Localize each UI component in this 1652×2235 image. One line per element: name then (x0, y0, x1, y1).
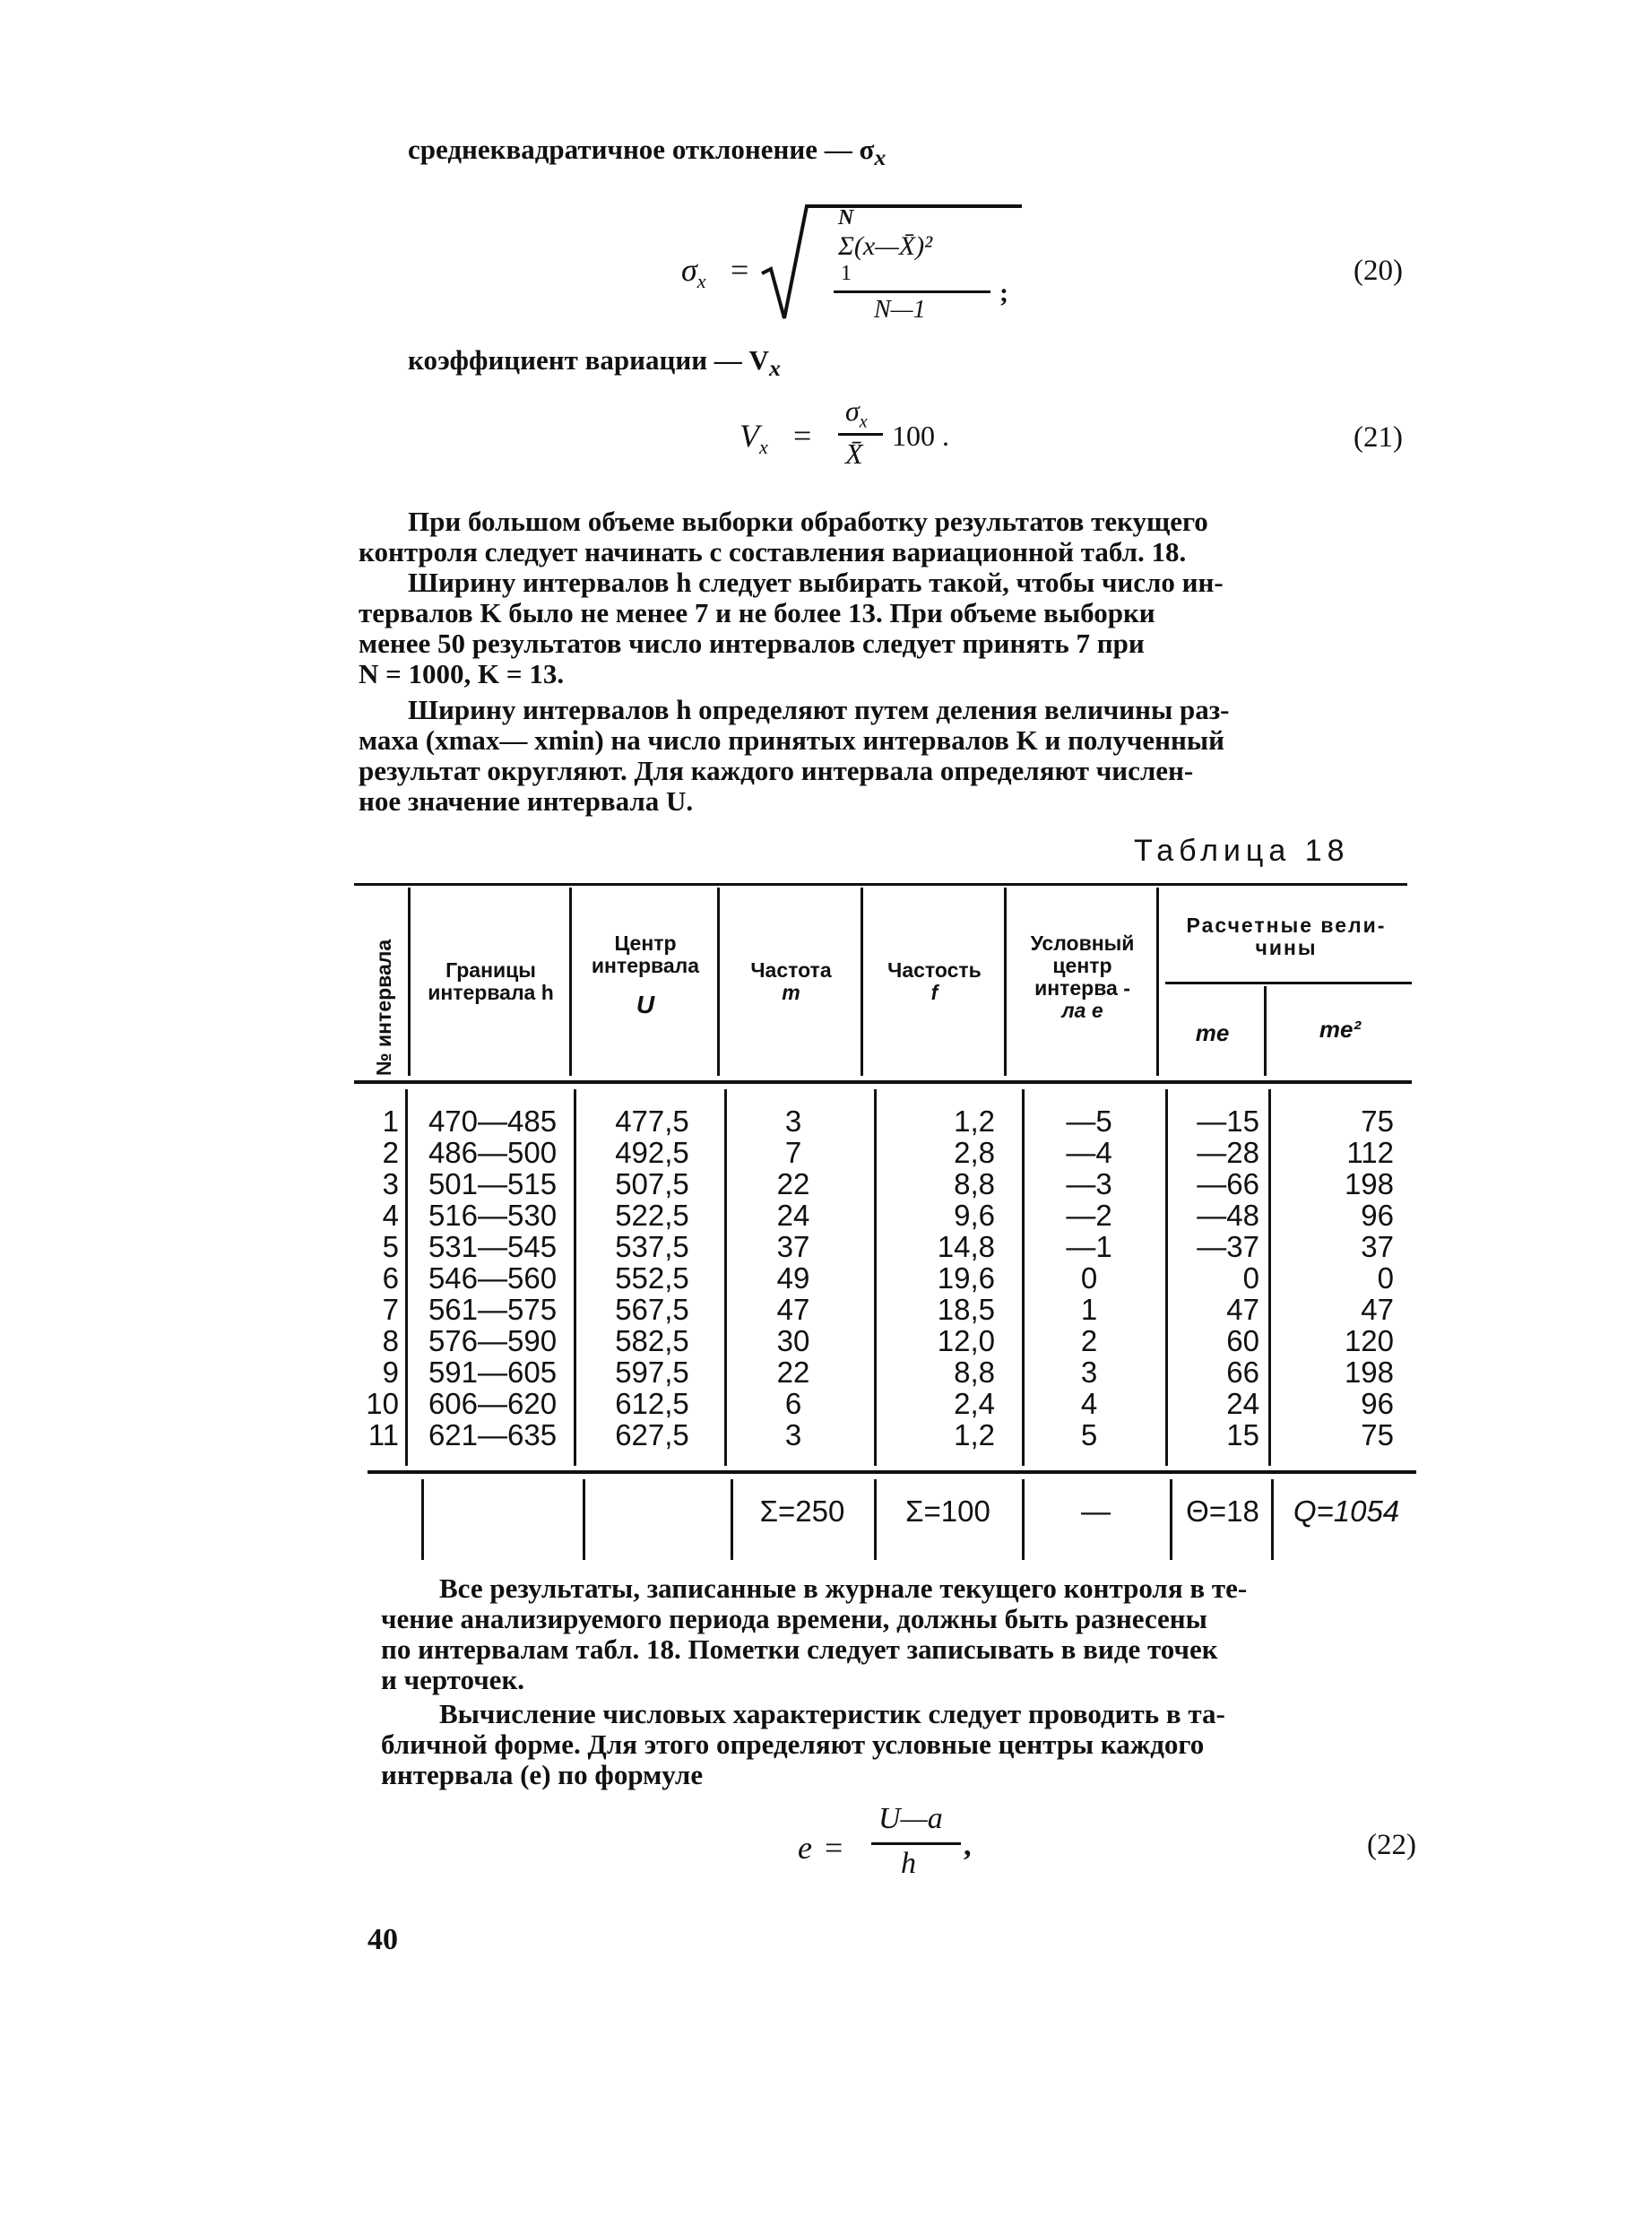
cell-freq: 22 (776, 1356, 810, 1389)
eq22-fraction-bar (871, 1842, 961, 1845)
p1-line: тервалов K было не менее 7 и не более 13. При объеме выборки (359, 597, 1155, 628)
cell-freq: 6 (784, 1387, 802, 1420)
header-me: me (1195, 1019, 1230, 1046)
column-me (1170, 1105, 1259, 1451)
p3-line: Все результаты, записанные в журнале текущего контроля в те- (439, 1572, 1248, 1604)
cell-me2: 120 (1344, 1324, 1394, 1357)
cell-me2: 75 (1361, 1105, 1394, 1138)
column-me2 (1277, 1105, 1394, 1451)
cell-num: 10 (366, 1387, 399, 1420)
p2-line: маха (xmax— xmin) на число принятых интервалов K и полученный (359, 724, 1224, 756)
p2-line: результат округляют. Для каждого интервала определяют числен- (359, 755, 1194, 786)
column-freq (731, 1105, 856, 1451)
cell-bounds: 516—530 (428, 1199, 558, 1232)
col-divider (1271, 1479, 1274, 1560)
column-bounds (414, 1105, 571, 1451)
header-cond (1008, 932, 1156, 1022)
cell-freq: 30 (776, 1324, 810, 1357)
column-rel (883, 1105, 995, 1451)
cell-freq: 3 (784, 1418, 802, 1451)
eq20-semicolon: ; (999, 278, 1008, 308)
cell-me: 15 (1226, 1418, 1259, 1451)
eq21-denominator: X̄ (845, 437, 863, 470)
cell-rel: 1,2 (954, 1105, 995, 1138)
cell-cond: 4 (1080, 1387, 1098, 1420)
header-freq-line: m (782, 981, 800, 1004)
header-cond-line: центр (1052, 954, 1112, 977)
cell-num: 4 (382, 1199, 399, 1232)
header-rel-line: Частость (887, 958, 982, 982)
cell-cond: —2 (1066, 1199, 1112, 1232)
cell-num: 1 (382, 1105, 399, 1138)
col-divider (569, 888, 572, 1076)
col-divider (731, 1479, 733, 1560)
col-divider (874, 1089, 877, 1466)
eq21-numerator: σ (845, 394, 860, 427)
variation-text: коэффициент вариации — V (408, 344, 769, 376)
cell-me2: 75 (1361, 1418, 1394, 1451)
header-rel (865, 959, 1004, 1004)
cell-me2: 96 (1361, 1387, 1394, 1420)
cell-rel: 9,6 (954, 1199, 995, 1232)
cell-me2: 0 (1377, 1261, 1394, 1295)
col-divider (574, 1089, 576, 1466)
header-center (574, 932, 717, 1016)
p1-line: контроля следует начинать с составления вариационной табл. 18. (359, 536, 1187, 567)
eq20-lhs-sub: x (696, 270, 706, 293)
cell-center: 507,5 (615, 1167, 689, 1200)
cell-center: 477,5 (615, 1105, 689, 1138)
header-bounds-line: интервала h (428, 981, 554, 1004)
cell-rel: 19,6 (937, 1261, 995, 1295)
cell-me: —15 (1197, 1105, 1259, 1138)
cell-cond: —3 (1066, 1167, 1112, 1200)
cell-num: 8 (382, 1324, 399, 1357)
eq21-number: (21) (1354, 421, 1403, 454)
col-divider (1004, 888, 1007, 1076)
col-divider (1022, 1089, 1025, 1466)
cell-me2: 96 (1361, 1199, 1394, 1232)
cell-num: 6 (382, 1261, 399, 1295)
cell-num: 2 (382, 1136, 399, 1169)
cell-me: 66 (1226, 1356, 1259, 1389)
cell-bounds: 501—515 (428, 1167, 558, 1200)
eq22-numerator: U—a (878, 1802, 943, 1835)
cell-freq: 47 (776, 1293, 810, 1326)
p1-line: При большом объеме выборки обработку результатов текущего (408, 506, 1208, 537)
eq22-comma: , (964, 1829, 972, 1862)
cell-bounds: 531—545 (428, 1230, 558, 1263)
header-bounds-line: Границы (445, 958, 536, 982)
header-center-line: U (636, 991, 655, 1018)
cell-rel: 1,2 (954, 1418, 995, 1451)
header-rel-line: f (930, 981, 938, 1004)
col-divider (1165, 1089, 1168, 1466)
column-num (354, 1105, 399, 1451)
eq22-equals: = (825, 1830, 843, 1866)
header-cond-line: интерва - (1034, 976, 1130, 1000)
header-freq-line: Частота (750, 958, 832, 982)
header-num: № интервала (372, 939, 395, 1076)
cell-bounds: 606—620 (428, 1387, 558, 1420)
cell-cond: —4 (1066, 1136, 1112, 1169)
col-divider (724, 1089, 727, 1466)
cell-num: 11 (368, 1418, 399, 1451)
header-calc-line: Расчетные вели- (1186, 914, 1387, 937)
cell-freq: 37 (776, 1230, 810, 1263)
cell-me: —28 (1197, 1136, 1259, 1169)
p1-line: N = 1000, K = 13. (359, 658, 565, 689)
col-divider (583, 1479, 585, 1560)
page-number: 40 (368, 1923, 398, 1956)
cell-bounds: 576—590 (428, 1324, 558, 1357)
col-divider (861, 888, 863, 1076)
table-totals-rule (368, 1470, 1416, 1474)
header-center-line: Центр (614, 931, 677, 955)
cell-num: 9 (382, 1356, 399, 1389)
cell-num: 5 (382, 1230, 399, 1263)
p4-line: бличной форме. Для этого определяют условные центры каждого (381, 1728, 1205, 1760)
cell-center: 492,5 (615, 1136, 689, 1169)
header-freq (722, 959, 861, 1004)
cell-num: 3 (382, 1167, 399, 1200)
total-freq: Σ=250 (759, 1494, 845, 1528)
cell-me2: 47 (1361, 1293, 1394, 1326)
header-me2: me² (1319, 1016, 1362, 1043)
col-divider (408, 888, 411, 1076)
cell-me: 0 (1242, 1261, 1259, 1295)
cell-me: 60 (1226, 1324, 1259, 1357)
cell-center: 597,5 (615, 1356, 689, 1389)
eq20-equals: = (731, 252, 749, 288)
cell-cond: 1 (1080, 1293, 1098, 1326)
intro-text: среднеквадратичное отклонение — σ (408, 134, 875, 165)
eq22-denominator: h (901, 1847, 916, 1880)
p3-line: чение анализируемого периода времени, должны быть разнесены (381, 1603, 1207, 1634)
cell-me: 47 (1226, 1293, 1259, 1326)
col-divider (1268, 1089, 1271, 1466)
p3-line: по интервалам табл. 18. Пометки следует записывать в виде точек (381, 1633, 1218, 1665)
cell-me: 24 (1226, 1387, 1259, 1420)
total-rel: Σ=100 (905, 1494, 990, 1528)
table-header-rule (354, 1080, 1412, 1084)
paragraph-4 (381, 1699, 1430, 1790)
eq22-lhs: e (798, 1830, 812, 1866)
col-divider (421, 1479, 424, 1560)
col-divider (1170, 1479, 1172, 1560)
table-title: Таблица 18 (1134, 834, 1350, 868)
cell-center: 612,5 (615, 1387, 689, 1420)
eq20-denominator: N—1 (874, 296, 926, 324)
cell-num: 7 (382, 1293, 399, 1326)
intro-sub: x (874, 144, 887, 171)
cell-rel: 14,8 (937, 1230, 995, 1263)
cell-bounds: 486—500 (428, 1136, 558, 1169)
header-cond-line: ла e (1061, 999, 1103, 1022)
eq21-factor: 100 . (892, 420, 949, 452)
eq21-lhs-sub: x (759, 436, 768, 459)
cell-rel: 2,4 (954, 1387, 995, 1420)
cell-bounds: 621—635 (428, 1418, 558, 1451)
cell-freq: 22 (776, 1167, 810, 1200)
total-me2: Q=1054 (1293, 1494, 1400, 1528)
cell-bounds: 561—575 (428, 1293, 558, 1326)
cell-bounds: 546—560 (428, 1261, 558, 1295)
p2-line: ное значение интервала U. (359, 785, 694, 817)
cell-freq: 3 (784, 1105, 802, 1138)
p1-line: Ширину интервалов h следует выбирать такой, чтобы число ин- (408, 567, 1224, 598)
table-top-rule (354, 883, 1407, 886)
header-center-line: интервала (591, 954, 700, 977)
col-divider (874, 1479, 877, 1560)
cell-center: 537,5 (615, 1230, 689, 1263)
header-cond-line: Условный (1030, 931, 1135, 955)
cell-cond: —1 (1066, 1230, 1112, 1263)
total-me: Θ=18 (1186, 1494, 1259, 1528)
eq20-number: (20) (1354, 255, 1403, 287)
cell-center: 552,5 (615, 1261, 689, 1295)
cell-rel: 2,8 (954, 1136, 995, 1169)
cell-cond: —5 (1066, 1105, 1112, 1138)
cell-bounds: 470—485 (428, 1105, 558, 1138)
cell-bounds: 591—605 (428, 1356, 558, 1389)
eq20-sum-body: Σ(x—X̄)² (838, 231, 933, 261)
eq21-numerator-sub: x (859, 411, 868, 432)
cell-me2: 37 (1361, 1230, 1394, 1263)
cell-freq: 7 (784, 1136, 802, 1169)
col-divider (1022, 1479, 1025, 1560)
cell-center: 567,5 (615, 1293, 689, 1326)
cell-cond: 5 (1080, 1418, 1098, 1451)
paragraph-3 (381, 1573, 1430, 1695)
col-divider (405, 1089, 408, 1466)
eq21-lhs: V (740, 418, 759, 454)
eq20-lhs: σ (681, 252, 697, 288)
table-calc-rule (1165, 982, 1412, 984)
eq20-sum-top: N (838, 206, 854, 230)
cell-rel: 12,0 (937, 1324, 995, 1357)
cell-me2: 198 (1344, 1167, 1394, 1200)
col-divider (717, 888, 720, 1076)
variation-sub: x (768, 355, 781, 382)
total-cond: — (1081, 1494, 1111, 1528)
cell-center: 627,5 (615, 1418, 689, 1451)
cell-freq: 24 (776, 1199, 810, 1232)
cell-center: 582,5 (615, 1324, 689, 1357)
eq22-number: (22) (1367, 1829, 1416, 1861)
header-calc (1161, 914, 1412, 959)
cell-rel: 18,5 (937, 1293, 995, 1326)
column-cond (1031, 1105, 1147, 1451)
p1-line: менее 50 результатов число интервалов следует принять 7 при (359, 628, 1145, 659)
column-center (583, 1105, 722, 1451)
header-calc-line: чины (1255, 936, 1318, 959)
cell-rel: 8,8 (954, 1356, 995, 1389)
p2-line: Ширину интервалов h определяют путем деления величины раз- (408, 694, 1230, 725)
cell-rel: 8,8 (954, 1167, 995, 1200)
cell-cond: 3 (1080, 1356, 1098, 1389)
eq21-equals: = (793, 418, 812, 454)
p4-line: Вычисление числовых характеристик следует проводить в та- (439, 1698, 1225, 1729)
cell-cond: 0 (1080, 1261, 1098, 1295)
cell-center: 522,5 (615, 1199, 689, 1232)
cell-cond: 2 (1080, 1324, 1098, 1357)
equation-22 (798, 1802, 1031, 1892)
cell-me: —37 (1197, 1230, 1259, 1263)
col-divider (1264, 986, 1267, 1076)
cell-me2: 198 (1344, 1356, 1394, 1389)
eq20-sum-bottom: 1 (841, 262, 852, 285)
cell-freq: 49 (776, 1261, 810, 1295)
p3-line: и черточек. (381, 1664, 525, 1695)
p4-line: интервала (e) по формуле (381, 1759, 704, 1790)
header-bounds (412, 959, 569, 1004)
cell-me: —48 (1197, 1199, 1259, 1232)
cell-me: —66 (1197, 1167, 1259, 1200)
cell-me2: 112 (1346, 1136, 1394, 1169)
col-divider (1156, 888, 1159, 1076)
